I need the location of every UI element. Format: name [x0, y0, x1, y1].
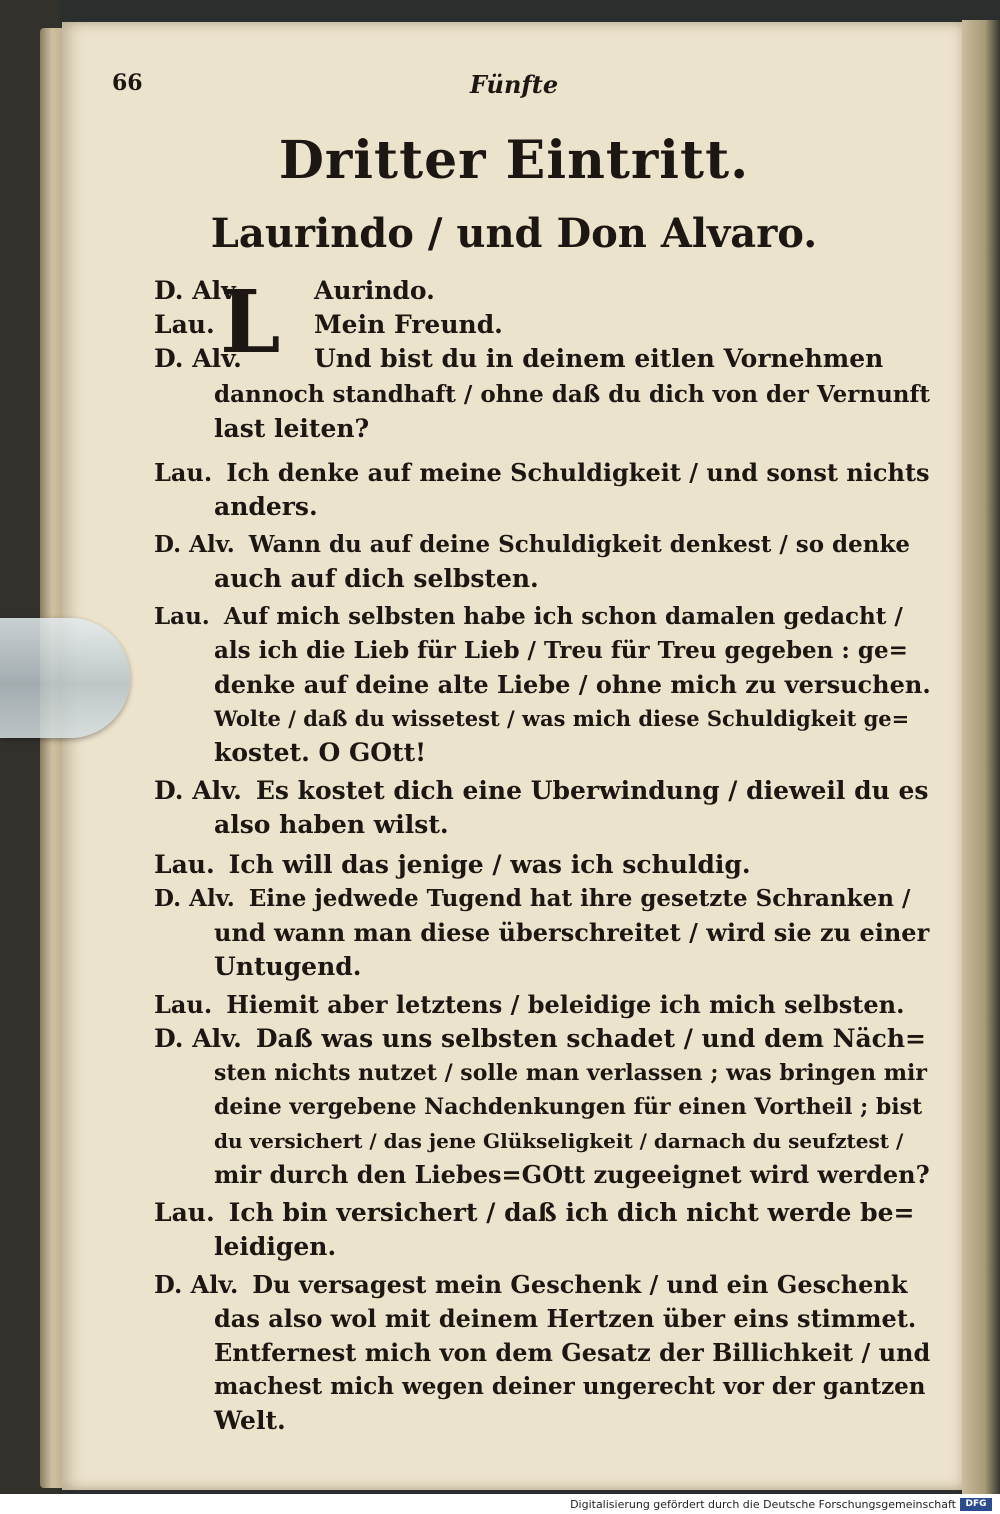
text-line: [214, 952, 361, 982]
text-line: [214, 564, 539, 594]
line-text: Auf mich selbsten habe ich schon damalen gedacht /: [223, 603, 903, 630]
text-line: [154, 850, 751, 880]
line-text: anders.: [214, 492, 318, 521]
text-line: [214, 414, 369, 444]
text-line: [154, 990, 904, 1020]
line-text: Wolte / daß du wissetest / was mich diese Schuldigkeit ge=: [214, 706, 910, 731]
line-text: Ich denke auf meine Schuldigkeit / und sonst nichts: [226, 458, 930, 487]
line-text: mir durch den Liebes=GOtt zugeeignet wird werden?: [214, 1160, 930, 1189]
line-text: dannoch standhaft / ohne daß du dich von der Vernunft: [214, 381, 931, 408]
text-line: [154, 1024, 926, 1054]
line-text: sten nichts nutzet / solle man verlassen ; was bringen mir: [214, 1060, 927, 1086]
line-text: last leiten?: [214, 414, 370, 443]
book-page-edges-right: [962, 20, 1000, 1494]
line-text: Untugend.: [214, 952, 362, 981]
scene-subtitle: Laurindo / und Don Alvaro.: [210, 210, 818, 257]
speaker-label: D. Alv.: [154, 344, 242, 373]
line-text: Hiemit aber letztens / beleidige ich mich selbsten.: [226, 990, 905, 1019]
text-line: [214, 492, 318, 522]
text-line: [214, 1232, 336, 1262]
line-text: Mein Freund.: [314, 310, 503, 339]
digitization-credit: Digitalisierung gefördert durch die Deutsche Forschungsgemeinschaft: [570, 1498, 956, 1511]
line-text: Und bist du in deinem eitlen Vornehmen: [314, 344, 884, 373]
speaker-label: D. Alv.: [154, 276, 242, 305]
line-text: als ich die Lieb für Lieb / Treu für Treu gegeben : ge=: [214, 637, 908, 664]
text-line: [214, 1372, 925, 1402]
text-line: [214, 704, 909, 734]
line-text: Welt.: [214, 1406, 286, 1435]
line-text: Daß was uns selbsten schadet / und dem Näch=: [255, 1024, 927, 1053]
speaker-label: Lau.: [154, 458, 213, 487]
line-text: deine vergebene Nachdenkungen für einen Vortheil ; bist: [214, 1094, 923, 1120]
dfg-logo: DFG: [960, 1498, 992, 1511]
text-line: [214, 1160, 930, 1190]
line-text: du versichert / das jene Glükseligkeit / darnach du seufztest /: [214, 1129, 904, 1153]
speaker-label: Lau.: [154, 310, 215, 339]
line-text: Du versagest mein Geschenk / und ein Geschenk: [252, 1270, 908, 1299]
text-line: [154, 344, 884, 374]
text-line: [214, 1058, 927, 1088]
speaker-label: D. Alv.: [154, 1024, 242, 1053]
speaker-label: Lau.: [154, 990, 213, 1019]
text-line: [154, 1198, 914, 1228]
line-text: leidigen.: [214, 1232, 337, 1261]
line-text: Ich bin versichert / daß ich dich nicht werde be=: [228, 1198, 915, 1227]
speaker-label: Lau.: [154, 1198, 215, 1227]
running-head: Fünfte: [469, 70, 559, 99]
text-line: [154, 602, 903, 632]
speaker-label: Lau.: [154, 850, 215, 879]
line-text: das also wol mit deinem Hertzen über eins stimmet.: [214, 1304, 917, 1333]
line-text: kostet. O GOtt!: [214, 738, 427, 767]
text-line: [214, 1406, 286, 1436]
scene-title: Dritter Eintritt.: [278, 130, 750, 191]
text-line: [214, 1304, 916, 1334]
line-text: Ich will das jenige / was ich schuldig.: [228, 850, 751, 879]
speaker-label: Lau.: [154, 603, 210, 630]
text-line: [154, 276, 435, 306]
text-line: [214, 1092, 922, 1122]
text-line: [214, 380, 930, 410]
line-text: denke auf deine alte Liebe / ohne mich zu versuchen.: [214, 670, 931, 699]
text-line: [214, 1126, 903, 1156]
text-line: [214, 636, 908, 666]
line-text: Aurindo.: [314, 276, 435, 305]
text-line: [214, 810, 449, 840]
line-text: Eine jedwede Tugend hat ihre gesetzte Schranken /: [248, 885, 911, 912]
speaker-label: D. Alv.: [154, 776, 242, 805]
text-line: [154, 1270, 908, 1300]
text-line: [214, 918, 929, 948]
line-text: auch auf dich selbsten.: [214, 564, 539, 593]
text-line: [154, 530, 910, 560]
page-number: 66: [112, 70, 143, 96]
line-text: machest mich wegen deiner ungerecht vor der gantzen: [214, 1373, 926, 1400]
text-line: [154, 884, 910, 914]
book-page: [62, 22, 966, 1490]
page-clip: [0, 618, 130, 738]
decorative-initial: L: [220, 272, 281, 373]
line-text: Es kostet dich eine Uberwindung / dieweil du es: [255, 776, 929, 805]
speaker-label: D. Alv.: [154, 885, 235, 912]
text-line: [214, 738, 426, 768]
speaker-label: D. Alv.: [154, 1270, 239, 1299]
line-text: Wann du auf deine Schuldigkeit denkest / so denke: [248, 531, 911, 558]
text-line: [154, 776, 928, 806]
line-text: und wann man diese überschreitet / wird sie zu einer: [214, 918, 930, 947]
line-text: Entfernest mich von dem Gesatz der Billichkeit / und: [214, 1338, 931, 1367]
text-line: [214, 1338, 930, 1368]
speaker-label: D. Alv.: [154, 531, 235, 558]
text-line: [154, 310, 503, 340]
text-line: [214, 670, 931, 700]
line-text: also haben wilst.: [214, 810, 449, 839]
text-line: [154, 458, 930, 488]
